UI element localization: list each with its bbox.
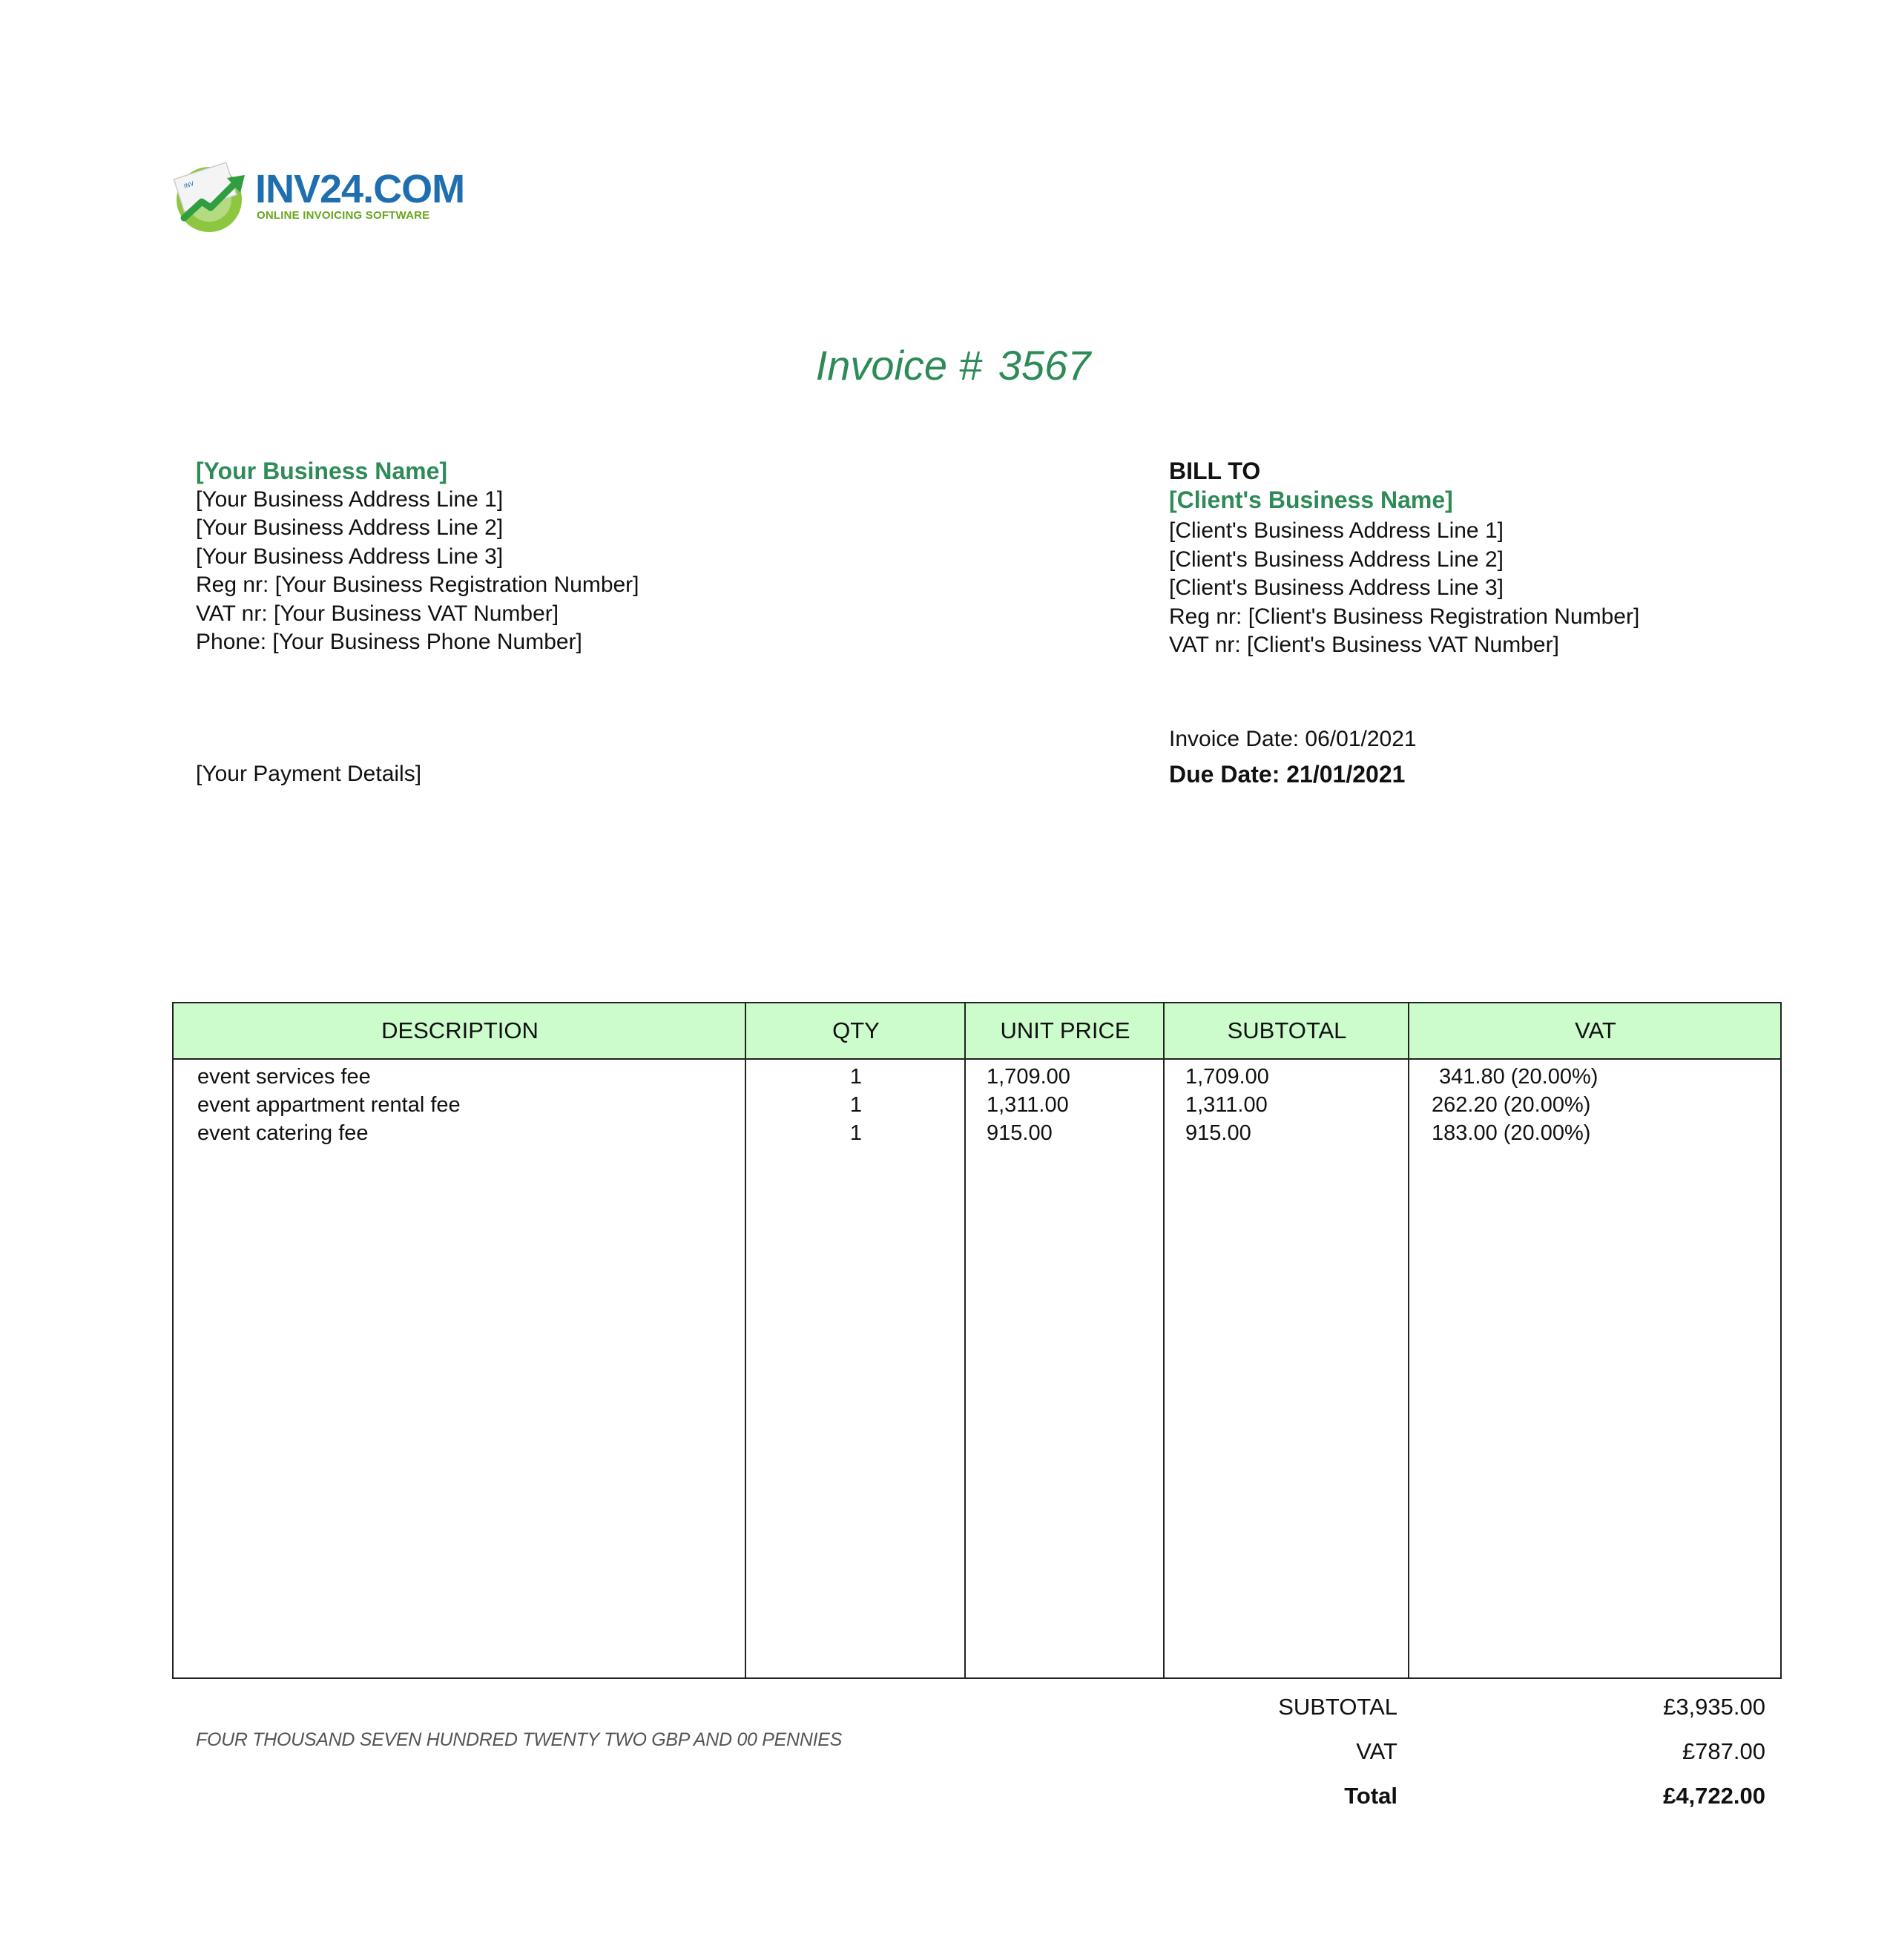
client-vat-number: VAT nr: [Client's Business VAT Number] xyxy=(1169,633,1559,657)
row-1-vat: 341.80 (20.00%) xyxy=(1439,1065,1598,1089)
client-address-line-3: [Client's Business Address Line 3] xyxy=(1169,575,1504,600)
total-label: Total xyxy=(1344,1783,1397,1809)
row-2-description: event appartment rental fee xyxy=(197,1093,461,1117)
row-3-description: event catering fee xyxy=(197,1121,369,1145)
company-logo xyxy=(172,159,465,233)
seller-address-line-2: [Your Business Address Line 2] xyxy=(196,515,504,540)
subtotal-value: £3,935.00 xyxy=(1663,1694,1765,1720)
seller-address-line-3: [Your Business Address Line 3] xyxy=(196,544,504,569)
client-address-line-2: [Client's Business Address Line 2] xyxy=(1169,547,1504,572)
column-divider xyxy=(1408,1003,1409,1677)
header-qty: QTY xyxy=(832,1017,880,1043)
row-1-qty: 1 xyxy=(849,1065,863,1089)
row-2-qty: 1 xyxy=(849,1093,863,1117)
logo-brand: INV24.COM xyxy=(255,167,465,211)
row-3-unit-price: 915.00 xyxy=(987,1121,1053,1145)
due-date: Due Date: 21/01/2021 xyxy=(1169,761,1406,788)
header-unit-price: UNIT PRICE xyxy=(1000,1017,1130,1043)
row-3-subtotal: 915.00 xyxy=(1185,1121,1251,1145)
invoice-title xyxy=(0,341,1890,389)
client-reg-number: Reg nr: [Client's Business Registration Number] xyxy=(1169,604,1640,629)
seller-block xyxy=(196,457,639,657)
invoice-title-prefix: Invoice # xyxy=(815,342,982,389)
vat-value: £787.00 xyxy=(1682,1738,1765,1764)
client-block xyxy=(1169,457,1639,660)
subtotal-label: SUBTOTAL xyxy=(1278,1694,1397,1720)
header-vat: VAT xyxy=(1575,1017,1616,1043)
seller-phone: Phone: [Your Business Phone Number] xyxy=(196,630,582,654)
row-1-description: event services fee xyxy=(197,1065,371,1089)
row-1-subtotal: 1,709.00 xyxy=(1185,1065,1269,1089)
row-3-qty: 1 xyxy=(849,1121,863,1145)
invoice-number: 3567 xyxy=(998,342,1091,389)
row-1-unit-price: 1,709.00 xyxy=(987,1065,1070,1089)
row-3-vat: 183.00 (20.00%) xyxy=(1432,1121,1591,1145)
bill-to-heading: BILL TO xyxy=(1169,458,1261,484)
client-name: [Client's Business Name] xyxy=(1169,486,1453,513)
row-2-unit-price: 1,311.00 xyxy=(987,1093,1069,1117)
row-2-vat: 262.20 (20.00%) xyxy=(1432,1093,1591,1117)
logo-icon xyxy=(172,159,254,233)
header-description: DESCRIPTION xyxy=(381,1017,539,1043)
invoice-date: Invoice Date: 06/01/2021 xyxy=(1169,727,1417,751)
row-2-subtotal: 1,311.00 xyxy=(1185,1093,1268,1117)
header-subtotal: SUBTOTAL xyxy=(1227,1017,1347,1043)
payment-details: [Your Payment Details] xyxy=(196,762,422,786)
seller-address-line-1: [Your Business Address Line 1] xyxy=(196,486,504,512)
seller-reg-number: Reg nr: [Your Business Registration Number] xyxy=(196,573,639,597)
svg-text:INV: INV xyxy=(182,180,195,190)
vat-label: VAT xyxy=(1356,1738,1397,1764)
amount-in-words: FOUR THOUSAND SEVEN HUNDRED TWENTY TWO GBP AND 00 PENNIES xyxy=(196,1729,842,1750)
logo-tagline: ONLINE INVOICING SOFTWARE xyxy=(257,209,430,222)
seller-name: [Your Business Name] xyxy=(196,458,448,484)
column-divider xyxy=(1163,1003,1165,1677)
total-value: £4,722.00 xyxy=(1663,1783,1765,1809)
seller-vat-number: VAT nr: [Your Business VAT Number] xyxy=(196,601,559,626)
client-address-line-1: [Client's Business Address Line 1] xyxy=(1169,518,1504,543)
table-header xyxy=(174,1003,1780,1060)
items-table xyxy=(172,1002,1782,1679)
